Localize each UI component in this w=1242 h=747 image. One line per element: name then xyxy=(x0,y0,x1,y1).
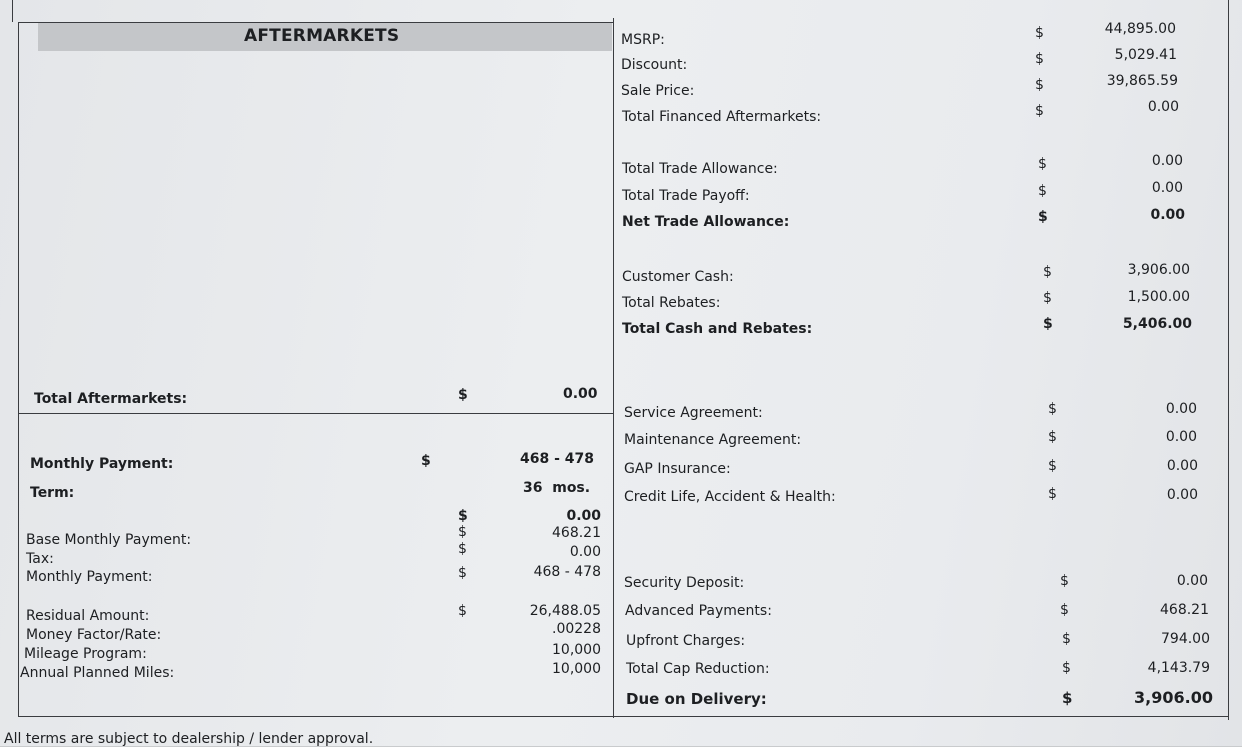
total-rebates-label: Total Rebates: xyxy=(622,295,721,311)
credit-life-currency: $ xyxy=(1048,486,1057,502)
msrp-currency: $ xyxy=(1035,25,1044,41)
net-trade-allowance-currency: $ xyxy=(1038,209,1048,225)
monthly-payment-sub-label: Monthly Payment: xyxy=(26,569,153,585)
credit-life-label: Credit Life, Accident & Health: xyxy=(624,489,836,505)
monthly-payment-currency: $ xyxy=(421,453,431,469)
total-aftermarkets-label: Total Aftermarkets: xyxy=(34,391,188,407)
due-on-delivery-value: 3,906.00 xyxy=(1134,688,1213,707)
net-trade-allowance-label: Net Trade Allowance: xyxy=(622,214,790,230)
gap-insurance-value: 0.00 xyxy=(1166,458,1198,474)
total-trade-payoff-value: 0.00 xyxy=(1151,180,1183,196)
maintenance-agreement-label: Maintenance Agreement: xyxy=(624,432,802,448)
customer-cash-label: Customer Cash: xyxy=(622,269,734,285)
total-cap-reduction-currency: $ xyxy=(1062,660,1071,676)
net-trade-allowance-value: 0.00 xyxy=(1150,207,1185,223)
security-deposit-label: Security Deposit: xyxy=(624,575,745,591)
msrp-value: 44,895.00 xyxy=(1104,21,1176,37)
approval-disclaimer: All terms are subject to dealership / lender approval. xyxy=(4,731,374,747)
total-financed-aftermarkets-currency: $ xyxy=(1035,103,1044,119)
breakdown-value-3: 468 - 478 xyxy=(533,564,601,580)
breakdown-value-1: 468.21 xyxy=(552,525,601,541)
due-on-delivery-label: Due on Delivery: xyxy=(626,690,767,708)
term-label: Term: xyxy=(30,485,75,501)
sale-price-label: Sale Price: xyxy=(621,83,695,99)
base-monthly-payment-label: Base Monthly Payment: xyxy=(26,532,192,548)
annual-miles-label: Annual Planned Miles: xyxy=(20,665,175,681)
service-agreement-label: Service Agreement: xyxy=(624,405,763,421)
msrp-label: MSRP: xyxy=(621,32,665,48)
total-trade-allowance-label: Total Trade Allowance: xyxy=(622,161,778,177)
top-left-border xyxy=(12,0,13,22)
total-trade-payoff-label: Total Trade Payoff: xyxy=(622,188,750,204)
total-financed-aftermarkets-value: 0.00 xyxy=(1147,99,1179,115)
total-aftermarkets-currency: $ xyxy=(458,387,468,403)
total-financed-aftermarkets-label: Total Financed Aftermarkets: xyxy=(622,109,822,125)
customer-cash-value: 3,906.00 xyxy=(1127,262,1190,278)
residual-amount-label: Residual Amount: xyxy=(26,608,150,624)
breakdown-currency-0: $ xyxy=(458,508,468,524)
total-cash-rebates-label: Total Cash and Rebates: xyxy=(622,321,813,337)
upfront-charges-currency: $ xyxy=(1062,631,1071,647)
tax-label: Tax: xyxy=(26,551,54,567)
total-rebates-currency: $ xyxy=(1043,290,1052,306)
service-agreement-currency: $ xyxy=(1048,401,1057,417)
upfront-charges-value: 794.00 xyxy=(1161,631,1210,647)
total-cash-rebates-currency: $ xyxy=(1043,316,1053,332)
total-trade-allowance-value: 0.00 xyxy=(1151,153,1183,169)
aftermarkets-header: AFTERMARKETS xyxy=(244,26,400,46)
service-agreement-value: 0.00 xyxy=(1165,401,1197,417)
total-aftermarkets-value: 0.00 xyxy=(563,386,598,402)
maintenance-agreement-value: 0.00 xyxy=(1165,429,1197,445)
monthly-payment-value: 468 - 478 xyxy=(520,451,595,467)
mileage-program-label: Mileage Program: xyxy=(24,646,147,662)
maintenance-agreement-currency: $ xyxy=(1048,429,1057,445)
discount-label: Discount: xyxy=(621,57,688,73)
left-border xyxy=(18,22,19,716)
total-cash-rebates-value: 5,406.00 xyxy=(1122,316,1192,332)
discount-currency: $ xyxy=(1035,51,1044,67)
customer-cash-currency: $ xyxy=(1043,264,1052,280)
credit-life-value: 0.00 xyxy=(1166,487,1198,503)
breakdown-currency-2: $ xyxy=(458,541,467,557)
mileage-program-value: 10,000 xyxy=(552,642,601,658)
advanced-payments-label: Advanced Payments: xyxy=(625,603,772,619)
upfront-charges-label: Upfront Charges: xyxy=(626,633,746,649)
breakdown-value-0: 0.00 xyxy=(566,508,601,524)
total-trade-allowance-currency: $ xyxy=(1038,156,1047,172)
aftermarkets-bottom-border xyxy=(18,413,614,414)
breakdown-currency-1: $ xyxy=(458,524,467,540)
center-divider xyxy=(613,18,614,718)
money-factor-label: Money Factor/Rate: xyxy=(26,627,162,643)
residual-amount-value: 26,488.05 xyxy=(529,603,601,619)
money-factor-value: .00228 xyxy=(552,621,601,637)
due-on-delivery-currency: $ xyxy=(1062,689,1073,707)
advanced-payments-value: 468.21 xyxy=(1160,602,1209,618)
monthly-payment-label: Monthly Payment: xyxy=(30,456,174,472)
right-border xyxy=(1228,0,1229,720)
gap-insurance-label: GAP Insurance: xyxy=(624,461,731,477)
sale-price-value: 39,865.59 xyxy=(1106,73,1178,89)
breakdown-value-2: 0.00 xyxy=(569,544,601,560)
term-value: 36 mos. xyxy=(523,480,591,496)
discount-value: 5,029.41 xyxy=(1114,47,1177,63)
total-rebates-value: 1,500.00 xyxy=(1127,289,1190,305)
gap-insurance-currency: $ xyxy=(1048,458,1057,474)
security-deposit-value: 0.00 xyxy=(1176,573,1208,589)
annual-miles-value: 10,000 xyxy=(552,661,601,677)
total-trade-payoff-currency: $ xyxy=(1038,183,1047,199)
total-cap-reduction-value: 4,143.79 xyxy=(1147,660,1210,676)
breakdown-currency-3: $ xyxy=(458,565,467,581)
total-cap-reduction-label: Total Cap Reduction: xyxy=(626,661,770,677)
residual-currency: $ xyxy=(458,603,467,619)
security-deposit-currency: $ xyxy=(1060,573,1069,589)
bottom-border xyxy=(18,716,1229,717)
advanced-payments-currency: $ xyxy=(1060,602,1069,618)
sale-price-currency: $ xyxy=(1035,77,1044,93)
